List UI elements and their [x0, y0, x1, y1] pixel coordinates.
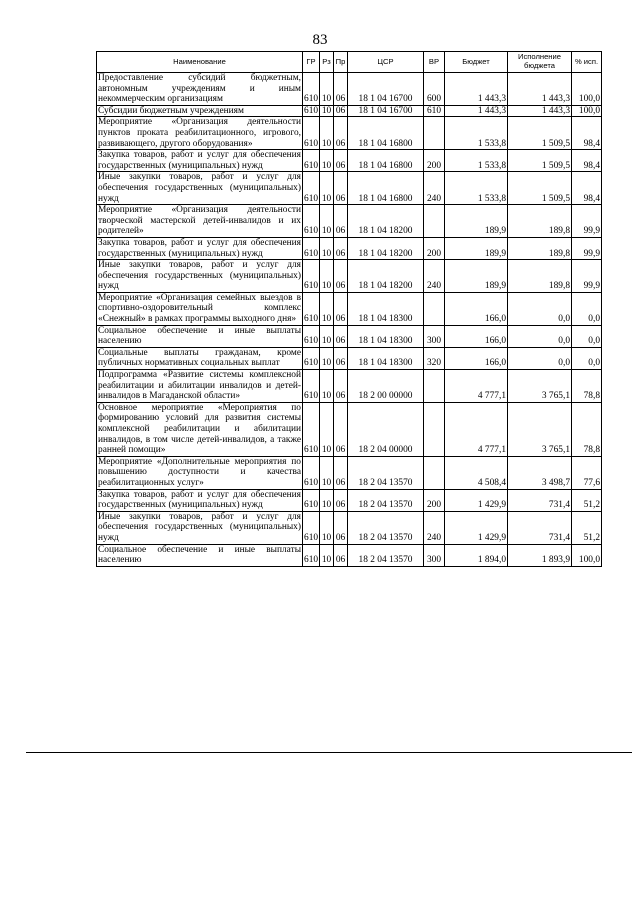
row-execution: 1 509,5 — [508, 117, 572, 150]
row-csr: 18 1 04 16800 — [348, 150, 424, 172]
row-rz: 10 — [320, 325, 334, 347]
table-header-row — [97, 52, 602, 73]
row-rz: 10 — [320, 489, 334, 511]
row-gr: 610 — [303, 205, 320, 238]
row-gr: 610 — [303, 150, 320, 172]
row-budget: 189,9 — [445, 205, 508, 238]
row-pr: 06 — [334, 237, 348, 259]
table-row — [97, 117, 602, 150]
row-vr — [424, 402, 445, 456]
row-rz: 10 — [320, 172, 334, 205]
table-row — [97, 325, 602, 347]
row-percent: 99,9 — [572, 260, 602, 293]
row-gr: 610 — [303, 117, 320, 150]
row-csr: 18 1 04 18200 — [348, 260, 424, 293]
row-percent: 77,6 — [572, 456, 602, 489]
row-pr: 06 — [334, 544, 348, 566]
row-name: Предоставление субсидий бюджетным, автономным учреждениям и иным некоммерческим организациям — [98, 73, 301, 105]
row-execution: 1 443,3 — [508, 73, 572, 106]
table-row — [97, 456, 602, 489]
row-budget: 166,0 — [445, 292, 508, 325]
bottom-divider — [26, 752, 632, 753]
row-csr: 18 1 04 16800 — [348, 117, 424, 150]
table-row — [97, 544, 602, 566]
row-budget: 4 777,1 — [445, 402, 508, 456]
row-percent: 51,2 — [572, 489, 602, 511]
row-csr: 18 1 04 18200 — [348, 205, 424, 238]
row-execution: 731,4 — [508, 489, 572, 511]
row-vr: 300 — [424, 325, 445, 347]
row-budget: 1 443,3 — [445, 105, 508, 117]
table-row — [97, 489, 602, 511]
table-row — [97, 150, 602, 172]
row-budget: 189,9 — [445, 260, 508, 293]
table-row — [97, 347, 602, 369]
row-percent: 98,4 — [572, 117, 602, 150]
row-pr: 06 — [334, 347, 348, 369]
row-rz: 10 — [320, 260, 334, 293]
row-vr: 320 — [424, 347, 445, 369]
row-execution: 1 509,5 — [508, 150, 572, 172]
row-name: Социальное обеспечение и иные выплаты населению — [98, 325, 301, 347]
row-budget: 1 894,0 — [445, 544, 508, 566]
header-csr: ЦСР — [348, 52, 424, 73]
header-rz: Рз — [320, 52, 334, 73]
row-gr: 610 — [303, 489, 320, 511]
row-gr: 610 — [303, 292, 320, 325]
row-csr: 18 2 04 13570 — [348, 544, 424, 566]
row-csr: 18 2 04 00000 — [348, 402, 424, 456]
row-name: Иные закупки товаров, работ и услуг для обеспечения государственных (муниципальных) нужд — [98, 511, 301, 543]
row-name: Мероприятие «Организация семейных выездов в спортивно-оздоровительный комплекс «Снежный» в рамках программы выходного дня» — [98, 292, 301, 325]
row-csr: 18 1 04 16700 — [348, 73, 424, 106]
header-budget: Бюджет — [445, 52, 508, 73]
row-execution: 1 893,9 — [508, 544, 572, 566]
row-rz: 10 — [320, 237, 334, 259]
row-percent: 98,4 — [572, 150, 602, 172]
row-pr: 06 — [334, 402, 348, 456]
row-percent: 100,0 — [572, 105, 602, 117]
row-pr: 06 — [334, 489, 348, 511]
row-execution: 3 765,1 — [508, 370, 572, 403]
row-budget: 1 533,8 — [445, 172, 508, 205]
row-execution: 0,0 — [508, 347, 572, 369]
row-csr: 18 2 04 13570 — [348, 511, 424, 544]
table-row — [97, 73, 602, 106]
row-pr: 06 — [334, 73, 348, 106]
row-percent: 51,2 — [572, 511, 602, 544]
row-vr — [424, 370, 445, 403]
row-rz: 10 — [320, 150, 334, 172]
row-budget: 1 429,9 — [445, 489, 508, 511]
row-gr: 610 — [303, 237, 320, 259]
row-gr: 610 — [303, 260, 320, 293]
row-budget: 4 508,4 — [445, 456, 508, 489]
row-percent: 78,8 — [572, 402, 602, 456]
row-vr: 300 — [424, 544, 445, 566]
row-execution: 1 443,3 — [508, 105, 572, 117]
row-vr: 610 — [424, 105, 445, 117]
row-percent: 99,9 — [572, 205, 602, 238]
row-name: Мероприятие «Организация деятельности творческой мастерской детей-инвалидов и их родителей» — [98, 205, 301, 237]
row-csr: 18 1 04 16800 — [348, 172, 424, 205]
row-pr: 06 — [334, 172, 348, 205]
row-csr: 18 2 00 00000 — [348, 370, 424, 403]
row-budget: 1 533,8 — [445, 150, 508, 172]
row-rz: 10 — [320, 544, 334, 566]
page-number: 83 — [312, 32, 328, 48]
row-rz: 10 — [320, 117, 334, 150]
row-pr: 06 — [334, 456, 348, 489]
row-rz: 10 — [320, 105, 334, 117]
row-pr: 06 — [334, 205, 348, 238]
row-rz: 10 — [320, 292, 334, 325]
row-percent: 99,9 — [572, 237, 602, 259]
budget-table — [96, 51, 602, 567]
row-pr: 06 — [334, 117, 348, 150]
row-gr: 610 — [303, 73, 320, 106]
header-vr: ВР — [424, 52, 445, 73]
row-gr: 610 — [304, 105, 319, 116]
row-execution: 189,8 — [508, 237, 572, 259]
row-rz: 10 — [320, 370, 334, 403]
row-csr: 18 2 04 13570 — [348, 456, 424, 489]
row-vr — [424, 205, 445, 238]
row-execution: 1 509,5 — [508, 172, 572, 205]
row-name: Закупка товаров, работ и услуг для обеспечения государственных (муниципальных) нужд — [98, 489, 301, 511]
row-name: Закупка товаров, работ и услуг для обеспечения государственных (муниципальных) нужд — [98, 150, 301, 171]
row-name: Мероприятие «Организация деятельности пунктов проката реабилитационного, игрового, развивающего, другого оборудования» — [98, 117, 301, 149]
row-vr — [424, 456, 445, 489]
row-csr: 18 1 04 18300 — [348, 292, 424, 325]
row-percent: 0,0 — [572, 325, 602, 347]
row-pr: 06 — [334, 150, 348, 172]
row-vr: 200 — [424, 489, 445, 511]
row-rz: 10 — [320, 347, 334, 369]
row-name: Иные закупки товаров, работ и услуг для обеспечения государственных (муниципальных) нужд — [98, 260, 301, 292]
row-pr: 06 — [334, 105, 348, 117]
row-gr: 610 — [303, 347, 320, 369]
row-gr: 610 — [303, 325, 320, 347]
row-execution: 0,0 — [508, 292, 572, 325]
row-percent: 98,4 — [572, 172, 602, 205]
row-name: Социальное обеспечение и иные выплаты населению — [98, 544, 301, 566]
row-budget: 4 777,1 — [445, 370, 508, 403]
row-budget: 1 429,9 — [445, 511, 508, 544]
table-row — [97, 205, 602, 238]
table-row — [97, 172, 602, 205]
row-percent: 0,0 — [572, 347, 602, 369]
row-budget: 1 533,8 — [445, 117, 508, 150]
header-gr: ГР — [303, 52, 320, 73]
row-gr: 610 — [303, 370, 320, 403]
row-pr: 06 — [334, 325, 348, 347]
table-row — [97, 260, 602, 293]
row-rz: 10 — [320, 511, 334, 544]
table-row — [97, 402, 602, 456]
header-execution: Исполнение бюджета — [508, 52, 572, 73]
row-csr: 18 1 04 16700 — [348, 105, 424, 117]
row-budget: 189,9 — [445, 237, 508, 259]
row-name: Основное мероприятие «Мероприятия по формированию условий для развития системы комплексной реабилитации и абилитации инвалидов, в том числе детей-инвалидов, а также ранней помощи» — [98, 402, 301, 456]
row-pr: 06 — [334, 511, 348, 544]
row-name: Субсидии бюджетным учреждениям — [97, 105, 303, 117]
row-budget: 166,0 — [445, 325, 508, 347]
row-vr — [424, 117, 445, 150]
row-percent: 100,0 — [572, 544, 602, 566]
row-name: Закупка товаров, работ и услуг для обеспечения государственных (муниципальных) нужд — [98, 237, 301, 259]
header-name: Наименование — [97, 52, 303, 73]
row-csr: 18 1 04 18200 — [348, 237, 424, 259]
row-vr: 600 — [424, 73, 445, 106]
row-name: Иные закупки товаров, работ и услуг для обеспечения государственных (муниципальных) нужд — [98, 172, 301, 204]
row-execution: 3 498,7 — [508, 456, 572, 489]
row-name: Социальные выплаты гражданам, кроме публичных нормативных социальных выплат — [98, 347, 301, 369]
row-execution: 189,8 — [508, 205, 572, 238]
row-gr: 610 — [303, 544, 320, 566]
row-percent: 0,0 — [572, 292, 602, 325]
row-vr: 200 — [424, 150, 445, 172]
table-row — [97, 105, 602, 117]
header-percent: % исп. — [572, 52, 602, 73]
row-percent: 78,8 — [572, 370, 602, 403]
table-row — [97, 292, 602, 325]
row-gr: 610 — [303, 402, 320, 456]
row-gr: 610 — [303, 172, 320, 205]
row-pr: 06 — [334, 370, 348, 403]
row-execution: 731,4 — [508, 511, 572, 544]
row-rz: 10 — [320, 205, 334, 238]
table-row — [97, 370, 602, 403]
row-name: Мероприятие «Дополнительные мероприятия по повышению доступности и качества реабилитационных услуг» — [98, 456, 301, 488]
row-csr: 18 1 04 18300 — [348, 347, 424, 369]
row-gr: 610 — [303, 511, 320, 544]
row-execution: 0,0 — [508, 325, 572, 347]
row-vr: 240 — [424, 172, 445, 205]
row-name: Подпрограмма «Развитие системы комплексной реабилитации и абилитации инвалидов и детей-инвалидов в Магаданской области» — [98, 370, 301, 402]
row-rz: 10 — [320, 73, 334, 106]
row-vr: 200 — [424, 237, 445, 259]
row-execution: 3 765,1 — [508, 402, 572, 456]
table-row — [97, 237, 602, 259]
header-pr: Пр — [334, 52, 348, 73]
row-csr: 18 1 04 18300 — [348, 325, 424, 347]
row-rz: 10 — [320, 456, 334, 489]
row-vr: 240 — [424, 260, 445, 293]
row-percent: 100,0 — [572, 73, 602, 106]
row-csr: 18 2 04 13570 — [348, 489, 424, 511]
row-pr: 06 — [334, 260, 348, 293]
table-row — [97, 511, 602, 544]
row-vr: 240 — [424, 511, 445, 544]
row-budget: 166,0 — [445, 347, 508, 369]
row-budget: 1 443,3 — [445, 73, 508, 106]
row-gr: 610 — [303, 456, 320, 489]
row-vr — [424, 292, 445, 325]
row-execution: 189,8 — [508, 260, 572, 293]
row-pr: 06 — [334, 292, 348, 325]
row-rz: 10 — [320, 402, 334, 456]
